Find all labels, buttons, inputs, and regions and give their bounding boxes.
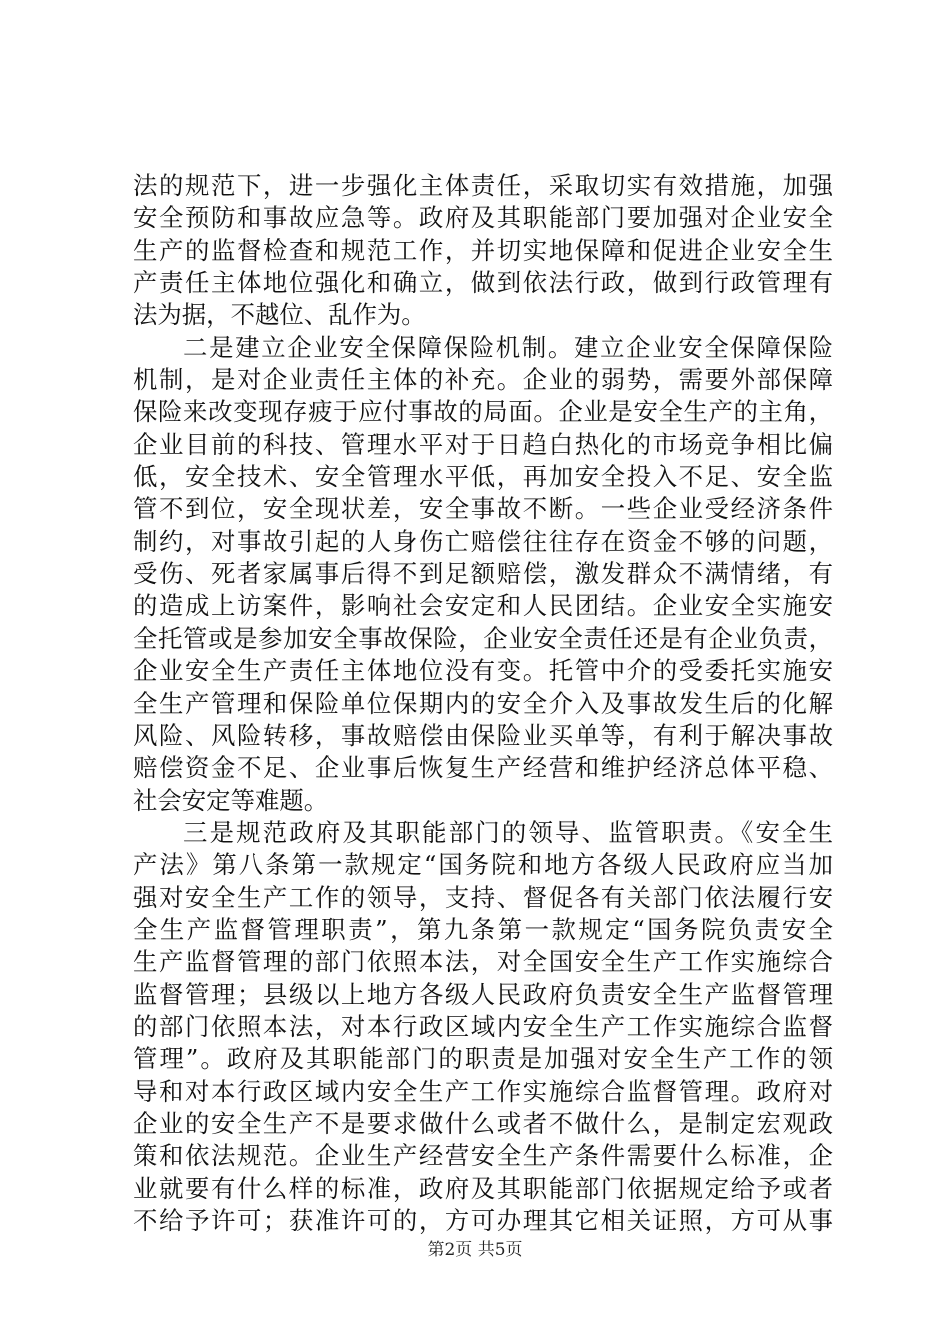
text-line: 管理”。政府及其职能部门的职责是加强对安全生产工作的领 xyxy=(133,1044,833,1074)
text-line: 全托管或是参加安全事故保险，企业安全责任还是有企业负责， xyxy=(133,623,833,653)
text-line: 企业的安全生产不是要求做什么或者不做什么，是制定宏观政 xyxy=(133,1108,833,1138)
text-line: 生产监督管理的部门依照本法，对全国安全生产工作实施综合 xyxy=(133,947,833,977)
text-line: 安全预防和事故应急等。政府及其职能部门要加强对企业安全 xyxy=(133,203,833,233)
text-line: 低，安全技术、安全管理水平低，再加安全投入不足、安全监 xyxy=(133,462,833,492)
text-line: 监督管理；县级以上地方各级人民政府负责安全生产监督管理 xyxy=(133,979,833,1009)
text-line: 企业安全生产责任主体地位没有变。托管中介的受委托实施安 xyxy=(133,656,833,686)
text-line: 强对安全生产工作的领导，支持、督促各有关部门依法履行安 xyxy=(133,882,833,912)
text-line: 全生产监督管理职责”，第九条第一款规定“国务院负责安全 xyxy=(133,914,833,944)
text-line: 不给予许可；获准许可的，方可办理其它相关证照，方可从事 xyxy=(133,1206,833,1235)
text-line: 风险、风险转移，事故赔偿由保险业买单等，有利于解决事故 xyxy=(133,720,833,750)
text-line: 企业目前的科技、管理水平对于日趋白热化的市场竞争相比偏 xyxy=(133,429,833,459)
text-line: 的造成上访案件，影响社会安定和人民团结。企业安全实施安 xyxy=(133,591,833,621)
text-line: 产法》第八条第一款规定“国务院和地方各级人民政府应当加 xyxy=(133,850,833,880)
text-line: 三是规范政府及其职能部门的领导、监管职责。《安全生 xyxy=(183,817,833,847)
text-line: 赔偿资金不足、企业事后恢复生产经营和维护经济总体平稳、 xyxy=(133,753,833,783)
text-line: 社会安定等难题。 xyxy=(133,785,329,815)
text-line: 保险来改变现存疲于应付事故的局面。企业是安全生产的主角， xyxy=(133,397,833,427)
text-line: 管不到位，安全现状差，安全事故不断。一些企业受经济条件 xyxy=(133,494,833,524)
text-line: 二是建立企业安全保障保险机制。建立企业安全保障保险 xyxy=(183,332,833,362)
text-line: 制约，对事故引起的人身伤亡赔偿往往存在资金不够的问题， xyxy=(133,526,833,556)
text-line: 法为据，不越位、乱作为。 xyxy=(133,300,426,330)
text-line: 受伤、死者家属事后得不到足额赔偿，激发群众不满情绪，有 xyxy=(133,559,833,589)
text-line: 生产的监督检查和规范工作，并切实地保障和促进企业安全生 xyxy=(133,235,833,265)
text-line: 机制，是对企业责任主体的补充。企业的弱势，需要外部保障 xyxy=(133,365,833,395)
text-line: 全生产管理和保险单位保期内的安全介入及事故发生后的化解 xyxy=(133,688,833,718)
text-line: 策和依法规范。企业生产经营安全生产条件需要什么标准，企 xyxy=(133,1141,833,1171)
text-line: 产责任主体地位强化和确立，做到依法行政，做到行政管理有 xyxy=(133,268,833,298)
text-line: 导和对本行政区域内安全生产工作实施综合监督管理。政府对 xyxy=(133,1076,833,1106)
text-line: 的部门依照本法，对本行政区域内安全生产工作实施综合监督 xyxy=(133,1011,833,1041)
page-number-footer: 第2页 共5页 xyxy=(427,1240,523,1260)
text-line: 业就要有什么样的标准，政府及其职能部门依据规定给予或者 xyxy=(133,1173,833,1203)
document-body xyxy=(133,170,833,1237)
text-line: 法的规范下，进一步强化主体责任，采取切实有效措施，加强 xyxy=(133,171,833,200)
